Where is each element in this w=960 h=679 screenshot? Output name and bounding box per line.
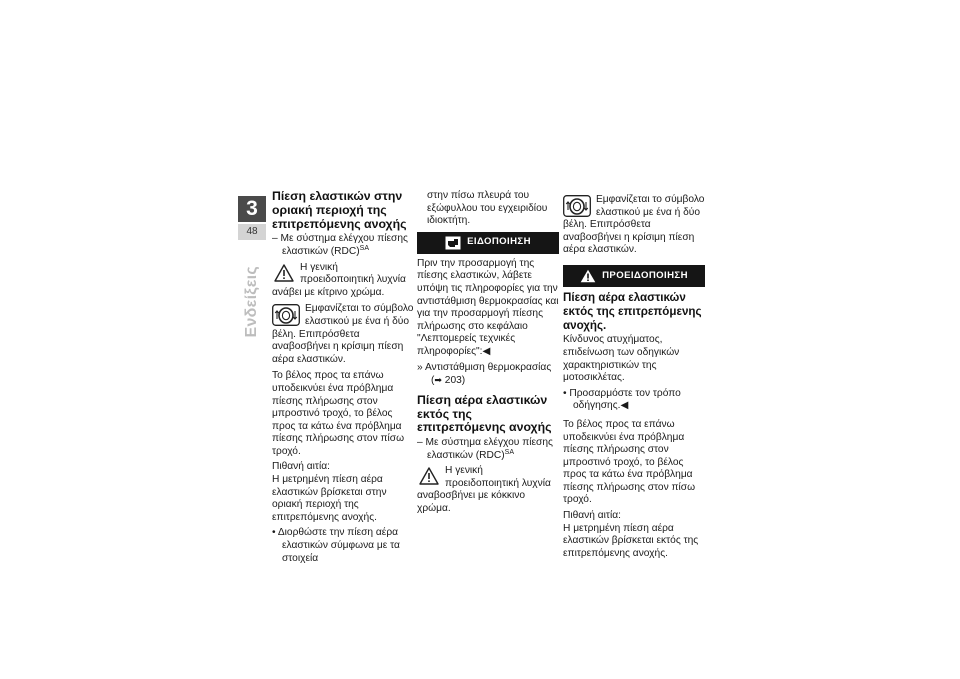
- column-3: [563, 190, 705, 563]
- section-title: Ενδείξεις: [243, 266, 260, 338]
- end-marker-icon-2: ◀: [620, 400, 629, 412]
- heading-pressure-out-of-tolerance: Πίεση αέρα ελαστικών εκτός της επιτρεπόμενης ανοχής: [417, 392, 552, 435]
- tire-pressure-icon-2: [563, 195, 591, 217]
- heading-pressure-tolerance-limit: Πίεση ελαστικών στην οριακή περιοχή της επιτρεπόμενης ανοχής: [272, 189, 407, 231]
- warning-action-bullet: • Προσαρμόστε τον τρόπο οδήγησης.◀: [563, 388, 705, 413]
- notice-banner: [417, 232, 559, 254]
- warning-title: Πίεση αέρα ελαστικών εκτός της επιτρεπόμενης ανοχής.: [563, 290, 702, 332]
- general-warning-paragraph: Η γενική προειδοποιητική λυχνία ανάβει με κίτρινο χρώμα.: [272, 261, 406, 298]
- section-label: [240, 262, 264, 342]
- notice-hand-icon: [445, 236, 461, 250]
- column-2: [417, 190, 559, 520]
- warning-banner: [563, 265, 705, 287]
- warning-text: Κίνδυνος ατυχήματος, επιδείνωση των οδηγικών χαρακτηριστικών της μοτοσικλέτας.: [563, 334, 680, 384]
- temperature-compensation-ref[interactable]: » Αντιστάθμιση θερμοκρασίας (➡ 203): [417, 361, 552, 387]
- notice-label: ΕΙΔΟΠΟΙΗΣΗ: [467, 236, 531, 248]
- tire-pressure-icon: [272, 304, 300, 326]
- cause-label-2: Πιθανή αιτία:: [563, 510, 621, 522]
- column-1: [272, 190, 414, 565]
- sa-superscript-2: SA: [504, 448, 514, 456]
- action-continuation: στην πίσω πλευρά του εξώφυλλου του εγχειριδίου ιδιοκτήτη.: [427, 190, 548, 227]
- chapter-number: 3: [238, 196, 266, 222]
- arrow-explanation-2: Το βέλος προς τα επάνω υποδεικνύει ένα πρόβλημα πίεσης πλήρωσης στον μπροστινό τροχό, το βέλος προς τα κάτω ένα πρόβλημα πίεσης πλήρωσης στον πίσω τροχό.: [563, 418, 696, 506]
- ref-page-number: 203: [444, 375, 462, 387]
- tire-symbol-paragraph: Εμφανίζεται το σύμβολο ελαστικού με ένα ή δύο βέλη. Επιπρόσθετα αναβοσβήνει η κρίσιμη πίεση αέρα ελαστικών.: [272, 303, 414, 365]
- chevron-right-icon: »: [417, 361, 425, 373]
- cause-label: Πιθανή αιτία:: [272, 461, 330, 473]
- warning-triangle-icon-2: [419, 467, 439, 485]
- warning-banner-triangle-icon: [580, 269, 596, 283]
- arrow-explanation: Το βέλος προς τα επάνω υποδεικνύει ένα πρόβλημα πίεσης πλήρωσης στον μπροστινό τροχό, το βέλος προς τα κάτω ένα πρόβλημα πίεσης πλήρωσης στον πίσω τροχό.: [272, 370, 405, 457]
- condition-rdc: – Με σύστημα ελέγχου πίεσης ελαστικών (RDC)$^{SA}$: [272, 233, 414, 258]
- warning-triangle-icon: [274, 264, 294, 282]
- page-ref-arrow-icon: ➡: [434, 375, 442, 386]
- action-bullet: • Διορθώστε την πίεση αέρα ελαστικών σύμφωνα με τα στοιχεία: [272, 527, 414, 565]
- page-number: 48: [238, 224, 266, 240]
- cause-text: Η μετρημένη πίεση αέρα ελαστικών βρίσκεται στην οριακή περιοχή της επιτρεπόμενης ανοχής.: [272, 474, 387, 523]
- notice-text: Πριν την προσαρμογή της πίεσης ελαστικών, λάβετε υπόψη τις πληροφορίες για την αντιστάθμιση θερμοκρασίας και για την προσαρμογή πίεσης πλήρωσης στο κεφάλαιο "Λεπτομερείς τεχνικές πληροφορίες":◀: [417, 257, 559, 357]
- warning-label: ΠΡΟΕΙΔΟΠΟΙΗΣΗ: [602, 269, 688, 281]
- end-marker-icon: ◀: [482, 345, 491, 357]
- tire-symbol-paragraph-2: Εμφανίζεται το σύμβολο ελαστικού με ένα ή δύο βέλη. Επιπρόσθετα αναβοσβήνει η κρίσιμη πίεση αέρα ελαστικών.: [563, 194, 705, 256]
- cause-text-2: Η μετρημένη πίεση αέρα ελαστικών βρίσκεται εκτός της επιτρεπόμενης ανοχής.: [563, 522, 699, 559]
- chapter-tab: [238, 196, 266, 242]
- condition-rdc-2: – Με σύστημα ελέγχου πίεσης ελαστικών (RDC)$^{SA}$: [417, 437, 559, 462]
- sa-superscript: SA: [359, 244, 369, 252]
- general-warning-paragraph-2: Η γενική προειδοποιητική λυχνία αναβοσβήνει με κόκκινο χρώμα.: [417, 465, 551, 515]
